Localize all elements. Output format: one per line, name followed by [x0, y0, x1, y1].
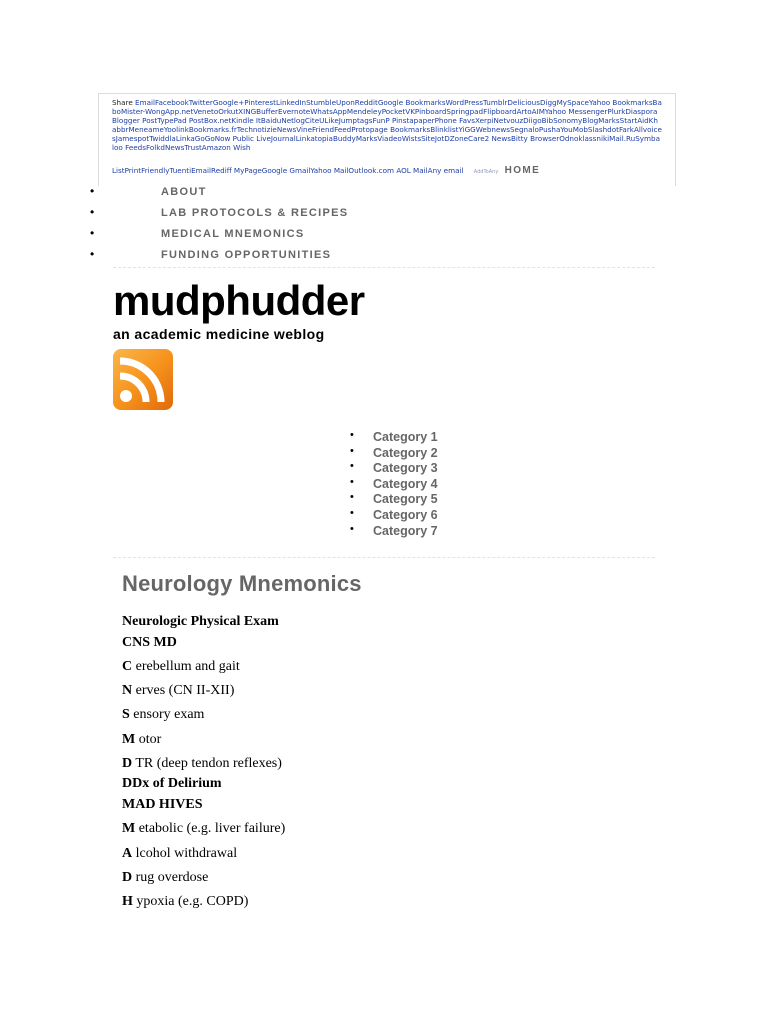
mnemonic-line	[122, 894, 248, 910]
mnemonic-title: CNS MD	[122, 635, 177, 650]
category-link[interactable]: Category 1	[373, 430, 438, 444]
mnemonic-text: otor	[135, 732, 162, 747]
bullet-icon: •	[350, 491, 354, 504]
mnemonic-letter: A	[122, 846, 133, 861]
mnemonic-line	[122, 821, 285, 837]
mnemonic-text: erves (CN II-XII)	[132, 683, 235, 698]
nav-link-funding[interactable]: FUNDING OPPORTUNITIES	[161, 249, 332, 261]
mnemonic-line	[122, 870, 208, 886]
mnemonic-letter: C	[122, 659, 133, 674]
category-link[interactable]: Category 7	[373, 523, 438, 538]
mnemonic-text: TR (deep tendon reflexes)	[132, 756, 282, 771]
share-email-links[interactable]: ListPrintFriendlyTuentiEmailRediff MyPageGoogle GmailYahoo MailOutlook.com AOL MailAny email	[112, 166, 464, 175]
share-service-links[interactable]: EmailFacebookTwitterGoogle+PinterestLinkedInStumbleUponRedditGoogle BookmarksWordPressTumblrDeliciousDiggMySpaceYahoo BookmarksBaboMister-WongApp.netVenetoOrkutXINGBufferEvernoteWhatsAppMendeleyPocketVKPinboardSpringpadFlipboardArtoAIMYahoo MessengerPlurkDiasporaBlogger PostTypePad PostBox.netKindle ItBaiduNetlogCiteULikeJumptagsFunP PinstapaperPhone FavsXerpiNetvouzDiigoBibSonomyBlogMarksStartAidKhabbrMeneameYoolinkBookmarks.frTechnotizieNewsVineFriendFeedProtopage BookmarksBlinklistYiGGWebnewsSegnaloPushaYouMobSlashdotFarkAllvoicesJamespotTwiddlaLinkaGoGoNow Public LiveJournalLinkatopiaBuddyMarksViadeoWistsSiteJotDZoneCare2 NewsBitty BrowserOdnoklassnikiMail.RuSymbaloo FeedsFolkdNewsTrustAmazon Wish	[112, 98, 662, 153]
home-link[interactable]: HOME	[504, 165, 541, 176]
category-link[interactable]: Category 3	[373, 461, 438, 476]
mnemonic-text: ypoxia (e.g. COPD)	[132, 894, 249, 909]
content-divider	[113, 557, 655, 558]
bullet-icon: •	[350, 460, 354, 473]
nav-item-about	[0, 182, 660, 203]
nav-item-funding	[0, 245, 660, 266]
mnemonic-text: lcohol withdrawal	[132, 846, 238, 861]
mnemonic-text: etabolic (e.g. liver failure)	[135, 821, 286, 836]
mnemonic-line	[122, 756, 282, 772]
mnemonic-line	[122, 846, 237, 862]
bullet-icon: •	[90, 205, 95, 219]
bullet-icon: •	[350, 522, 354, 535]
mnemonic-letter: S	[122, 707, 130, 722]
mnemonic-line	[122, 732, 161, 748]
addtoany-link[interactable]: AddToAny	[473, 169, 499, 175]
bullet-icon: •	[90, 184, 95, 198]
category-link[interactable]: Category 4	[373, 476, 438, 491]
mnemonic-text: erebellum and gait	[132, 659, 240, 674]
rss-feed-icon[interactable]	[113, 349, 173, 410]
bullet-icon: •	[90, 247, 95, 261]
mnemonic-text: ensory exam	[129, 707, 205, 722]
mnemonic-line	[122, 683, 234, 699]
site-title[interactable]: mudphudder	[113, 277, 365, 324]
mnemonic-letter: M	[122, 732, 136, 747]
mnemonic-letter: N	[122, 683, 133, 698]
category-link[interactable]: Category 6	[373, 507, 438, 522]
category-link[interactable]: Category 5	[373, 492, 438, 507]
nav-link-about[interactable]: ABOUT	[161, 186, 207, 198]
mnemonic-letter: H	[122, 894, 133, 909]
category-link[interactable]: Category 2	[373, 445, 438, 460]
bullet-icon: •	[90, 226, 95, 240]
top-nav	[0, 182, 660, 266]
mnemonic-letter: D	[122, 870, 133, 885]
share-label: Share	[112, 98, 133, 107]
section-heading: DDx of Delirium	[122, 776, 222, 791]
nav-link-medical-mnemonics[interactable]: MEDICAL MNEMONICS	[161, 228, 305, 240]
bullet-icon: •	[350, 506, 354, 519]
nav-item-medical-mnemonics	[0, 224, 660, 245]
mnemonic-letter: D	[122, 756, 133, 771]
mnemonic-title: MAD HIVES	[122, 797, 203, 812]
bullet-icon: •	[350, 475, 354, 488]
mnemonic-line	[122, 707, 204, 723]
nav-item-lab-protocols	[0, 203, 660, 224]
share-services[interactable]	[112, 98, 662, 153]
nav-divider	[113, 267, 655, 268]
site-tagline: an academic medicine weblog	[113, 326, 325, 342]
mnemonic-letter: M	[122, 821, 136, 836]
share-last-line	[112, 165, 540, 176]
bullet-icon: •	[350, 444, 354, 457]
mnemonic-text: rug overdose	[132, 870, 209, 885]
post-title[interactable]: Neurology Mnemonics	[122, 571, 362, 596]
bullet-icon: •	[350, 429, 354, 441]
mnemonic-line	[122, 659, 240, 675]
section-heading: Neurologic Physical Exam	[122, 614, 279, 629]
nav-link-lab-protocols[interactable]: LAB PROTOCOLS & RECIPES	[161, 207, 349, 219]
share-box	[98, 93, 676, 186]
